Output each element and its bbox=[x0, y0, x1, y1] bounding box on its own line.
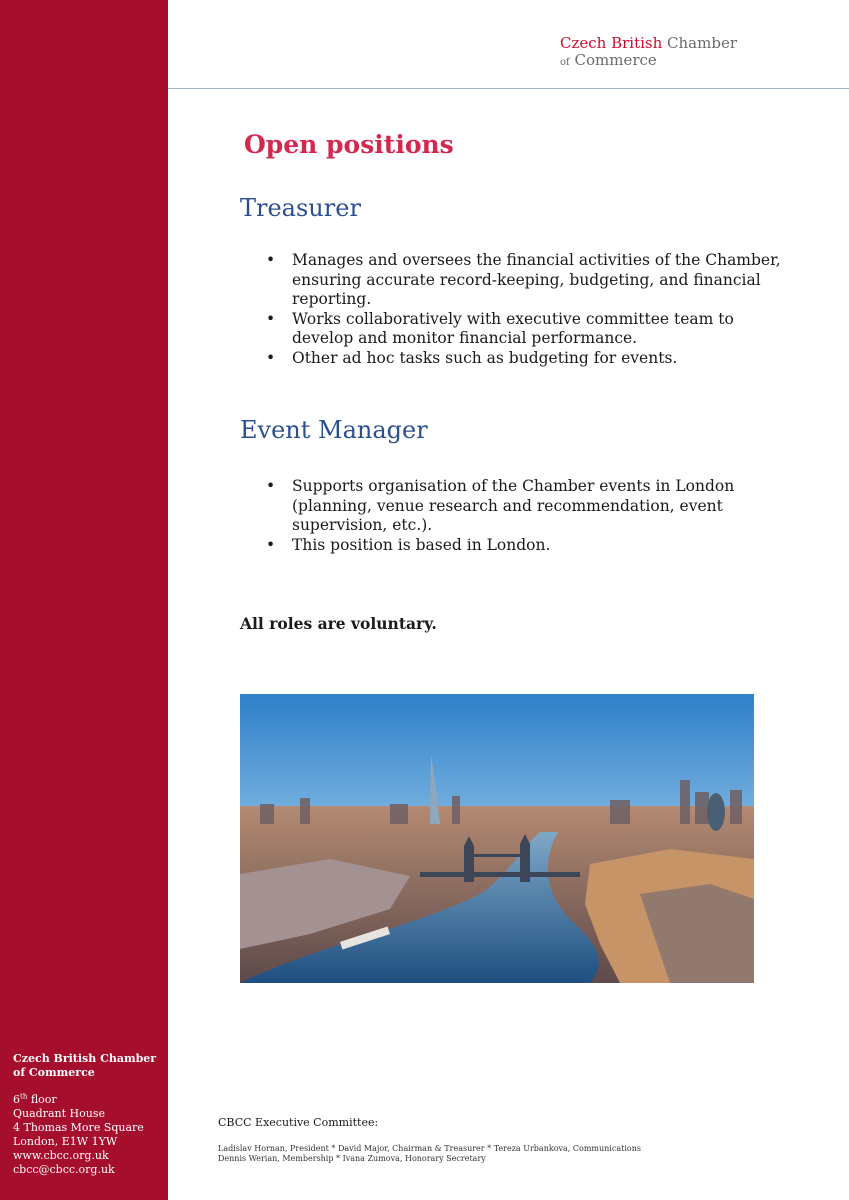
treasurer-duties-list bbox=[266, 251, 786, 368]
logo-word-of: of bbox=[560, 57, 570, 68]
list-item: • This position is based in London. bbox=[266, 536, 786, 556]
event-manager-duties-list bbox=[266, 477, 786, 555]
sidebar-org-name: Czech British Chamber of Commerce bbox=[13, 1052, 157, 1079]
sidebar-address-line: Quadrant House bbox=[13, 1107, 105, 1120]
page-title: Open positions bbox=[244, 130, 454, 159]
london-skyline-photo bbox=[240, 694, 754, 983]
role-title-treasurer: Treasurer bbox=[240, 194, 361, 222]
chamber-logo bbox=[560, 35, 737, 71]
list-item: • Manages and oversees the financial activities of the Chamber, ensuring accurate record-keeping, budgeting, and financial reporting. bbox=[266, 251, 786, 310]
committee-footer bbox=[218, 1116, 838, 1164]
sidebar-email-link[interactable]: cbcc@cbcc.org.uk bbox=[13, 1163, 115, 1176]
logo-word-commerce: Commerce bbox=[574, 51, 657, 69]
logo-word-chamber: Chamber bbox=[667, 34, 738, 52]
sidebar-address-line: London, E1W 1YW bbox=[13, 1135, 118, 1148]
list-item: • Other ad hoc tasks such as budgeting for events. bbox=[266, 349, 786, 369]
sidebar bbox=[0, 0, 168, 1200]
sidebar-contact bbox=[13, 1052, 163, 1177]
sidebar-floor: 6th floor bbox=[13, 1092, 57, 1106]
sidebar-address-line: 4 Thomas More Square bbox=[13, 1121, 144, 1134]
list-item: • Supports organisation of the Chamber events in London (planning, venue research and recommendation, event supervision, etc.). bbox=[266, 477, 786, 536]
logo-word-czech-british: Czech British bbox=[560, 34, 663, 52]
list-item: • Works collaboratively with executive committee team to develop and monitor financial performance. bbox=[266, 310, 786, 349]
voluntary-note: All roles are voluntary. bbox=[240, 614, 437, 633]
committee-heading: CBCC Executive Committee: bbox=[218, 1116, 379, 1129]
committee-members: Ladislav Hornan, President * David Major, Chairman & Treasurer * Tereza Urbankova, Communications Dennis Werian, Membership * Ivana Zumova, Honorary Secretary bbox=[218, 1144, 641, 1163]
header-divider bbox=[168, 88, 849, 89]
sidebar-website-link[interactable]: www.cbcc.org.uk bbox=[13, 1149, 109, 1162]
role-title-event-manager: Event Manager bbox=[240, 416, 428, 444]
